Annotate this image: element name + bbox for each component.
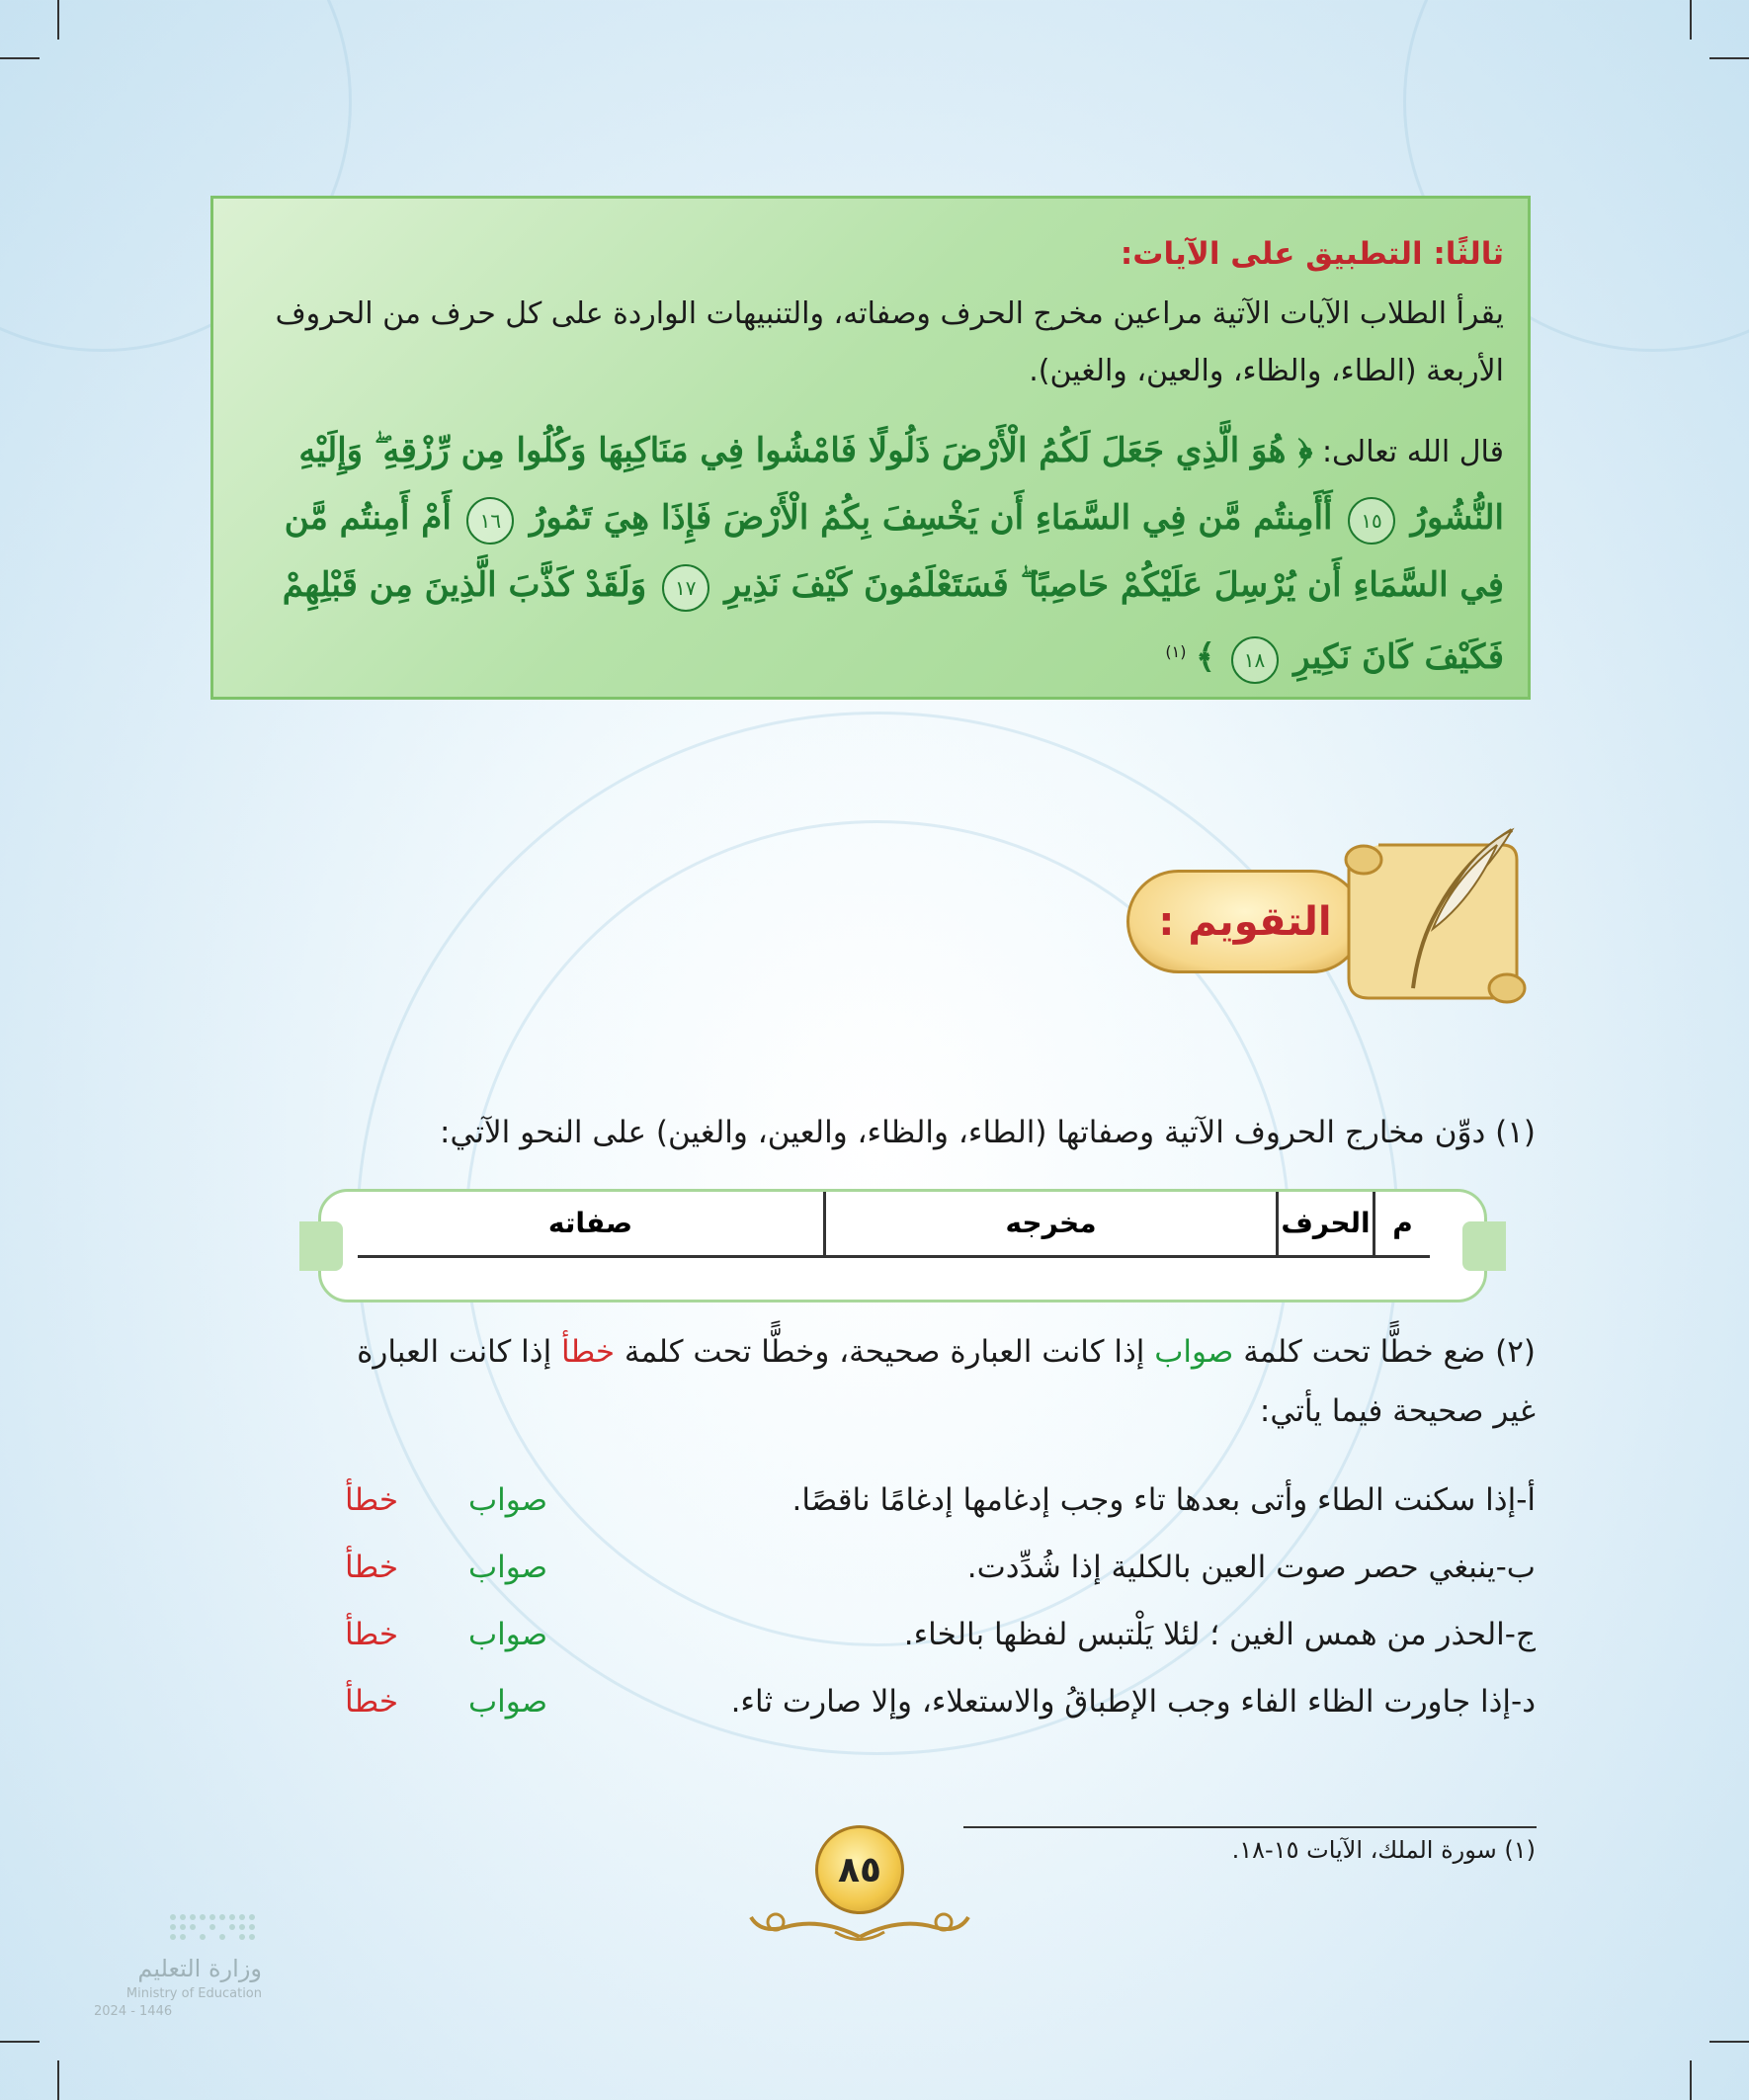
- sawab-option[interactable]: صواب: [468, 1617, 548, 1652]
- intro-line-2: الأربعة (الطاء، والظاء، والعين، والغين).: [1029, 354, 1504, 388]
- sawab-option[interactable]: صواب: [468, 1482, 548, 1518]
- ayah-number-18: ١٨: [1231, 636, 1279, 684]
- question-2-part-1: (٢) ضع خطًّا تحت كلمة: [1233, 1334, 1536, 1370]
- question-2-part-3: إذا كانت العبارة: [357, 1334, 562, 1370]
- crop-mark: [1690, 2060, 1692, 2100]
- verse-part-2: أَأَمِنتُم مَّن فِي السَّمَاءِ أَن يَخْسِفَ بِكُمُ الْأَرْضَ فَإِذَا هِيَ تَمُورُ: [529, 498, 1333, 538]
- footnote-reference: (١): [1165, 642, 1187, 661]
- sawab-option[interactable]: صواب: [468, 1550, 548, 1585]
- verse-part-1: ﴿ هُوَ الَّذِي جَعَلَ لَكُمُ الْأَرْضَ ذَلُولًا فَامْشُوا فِي مَنَاكِبِهَا وَكُلُوا مِن رِّزْقِهِ ۖ وَإِلَيْهِ النُّشُورُ: [298, 431, 1504, 538]
- statement-text: ب-ينبغي حصر صوت العين بالكلية إذا شُدِّدت.: [966, 1550, 1536, 1585]
- verse-end: ﴾: [1196, 637, 1215, 677]
- section-heading: ثالثًا: التطبيق على الآيات:: [1120, 236, 1504, 272]
- khata-option[interactable]: خطأ: [345, 1550, 399, 1585]
- page-number-ornament: [741, 1823, 978, 1952]
- khata-option[interactable]: خطأ: [345, 1684, 399, 1720]
- statement-item: [261, 1605, 1536, 1672]
- statement-text: د-إذا جاورت الظاء الفاء وجب الإطباقُ والاستعلاء، وإلا صارت ثاء.: [730, 1684, 1536, 1720]
- table-header-row: [358, 1192, 1430, 1258]
- page-number: ٨٥: [815, 1825, 904, 1914]
- logo-dots-icon: [168, 1907, 262, 1947]
- intro-line-1: يقرأ الطلاب الآيات الآتية مراعين مخرج الحرف وصفاته، والتنبيهات الواردة على كل حرف من الحروف: [275, 296, 1504, 331]
- intro-text: [237, 286, 1504, 400]
- khata-option[interactable]: خطأ: [345, 1482, 399, 1518]
- statement-item: [261, 1538, 1536, 1605]
- header-articulation: مخرجه: [823, 1192, 1276, 1255]
- ministry-logo: [94, 1907, 262, 2026]
- header-attributes: صفاته: [547, 1207, 633, 1239]
- khata-option[interactable]: خطأ: [345, 1617, 399, 1652]
- logo-english: Ministry of Education: [125, 1986, 262, 2001]
- evaluation-title: التقويم :: [1158, 898, 1332, 945]
- quran-verse: [237, 418, 1504, 692]
- ayah-number-17: ١٧: [662, 564, 709, 612]
- application-panel: [210, 196, 1531, 700]
- verse-lead: قال الله تعالى:: [1321, 435, 1504, 469]
- ayah-number-15: ١٥: [1348, 497, 1395, 545]
- logo-year: 2024 - 1446: [94, 2004, 173, 2019]
- question-2-line-2: غير صحيحة فيما يأتي:: [1259, 1393, 1536, 1429]
- statement-text: ج-الحذر من همس الغين ؛ لئلا يَلْتبس لفظها بالخاء.: [903, 1617, 1536, 1652]
- verse-part-3: أَمْ أَمِنتُم مَّن فِي السَّمَاءِ أَن يُرْسِلَ عَلَيْكُمْ حَاصِبًا ۖ فَسَتَعْلَمُونَ كَيْفَ نَذِيرِ: [284, 498, 1504, 605]
- statement-item: [261, 1470, 1536, 1538]
- answer-table: [318, 1189, 1487, 1302]
- crop-mark: [57, 2060, 59, 2100]
- footnote: (١) سورة الملك، الآيات ١٥-١٨.: [1231, 1836, 1536, 1864]
- footnote-divider: [963, 1826, 1537, 1828]
- logo-arabic: وزارة التعليم: [137, 1955, 262, 1982]
- header-number: م: [1373, 1192, 1430, 1255]
- sawab-keyword: صواب: [1154, 1334, 1234, 1370]
- crop-mark: [1709, 2041, 1749, 2043]
- scroll-quill-icon: [1324, 820, 1537, 1013]
- statement-item: [261, 1672, 1536, 1739]
- header-letter: الحرف: [1276, 1192, 1373, 1255]
- crop-mark: [0, 2041, 40, 2043]
- ayah-number-16: ١٦: [466, 497, 514, 545]
- khata-keyword: خطأ: [561, 1334, 616, 1370]
- statement-list: [261, 1470, 1536, 1739]
- statement-text: أ-إذا سكنت الطاء وأتى بعدها تاء وجب إدغامها إدغامًا ناقصًا.: [791, 1482, 1536, 1518]
- question-1: (١) دوِّن مخارج الحروف الآتية وصفاتها (الطاء، والظاء، والعين، والغين) على النحو الآتي:: [440, 1115, 1536, 1150]
- question-2-part-2: إذا كانت العبارة صحيحة، وخطًّا تحت كلمة: [615, 1334, 1155, 1370]
- verse-part-4: وَلَقَدْ كَذَّبَ الَّذِينَ مِن قَبْلِهِمْ فَكَيْفَ كَانَ نَكِيرِ: [282, 565, 1504, 677]
- question-2: [261, 1322, 1536, 1441]
- sawab-option[interactable]: صواب: [468, 1684, 548, 1720]
